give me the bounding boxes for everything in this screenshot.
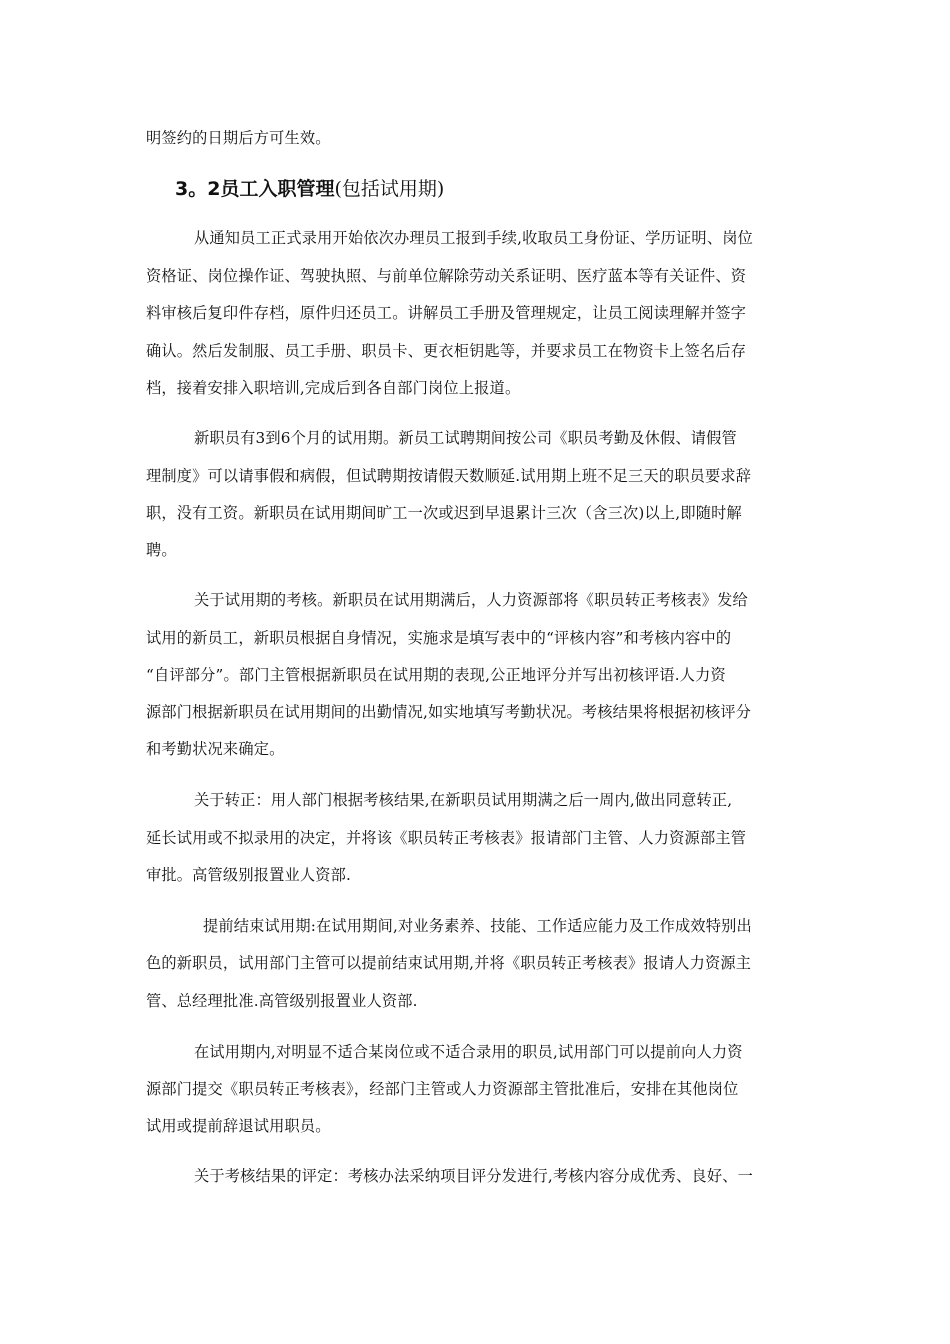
paragraph-line: 聘。 [146, 541, 177, 559]
paragraph-line: 试用或提前辞退试用职员。 [146, 1117, 331, 1135]
section-title: 员工入职管理 [220, 178, 335, 200]
paragraph-line: 新职员有3到6个月的试用期。新员工试聘期间按公司《职员考勤及休假、请假管 [194, 429, 737, 447]
paragraph-line: 从通知员工正式录用开始依次办理员工报到手续,收取员工身份证、学历证明、岗位 [194, 229, 753, 247]
paragraph-line: 提前结束试用期:在试用期间,对业务素养、技能、工作适应能力及工作成效特别出 [203, 917, 752, 935]
paragraph-line: 关于转正：用人部门根据考核结果,在新职员试用期满之后一周内,做出同意转正, [194, 791, 733, 809]
paragraph-line: 档，接着安排入职培训,完成后到各自部门岗位上报道。 [146, 379, 521, 397]
section-number: 3。2 [175, 178, 221, 200]
paragraph-line: 理制度》可以请事假和病假，但试聘期按请假天数顺延.试用期上班不足三天的职员要求辞 [146, 467, 752, 485]
paragraph-line: 确认。然后发制服、员工手册、职员卡、更衣柜钥匙等，并要求员工在物资卡上签名后存 [146, 342, 747, 360]
paragraph-line: 资格证、岗位操作证、驾驶执照、与前单位解除劳动关系证明、医疗蓝本等有关证件、资 [146, 267, 747, 285]
paragraph-line: 审批。高管级别报置业人资部. [146, 866, 352, 884]
paragraph-line: 料审核后复印件存档，原件归还员工。讲解员工手册及管理规定，让员工阅读理解并签字 [146, 304, 747, 322]
paragraph-line: 关于试用期的考核。新职员在试用期满后，人力资源部将《职员转正考核表》发给 [194, 591, 748, 609]
paragraph-line: 源部门根据新职员在试用期间的出勤情况,如实地填写考勤状况。考核结果将根据初核评分 [146, 703, 752, 721]
paragraph-line: 关于考核结果的评定：考核办法采纳项目评分发进行,考核内容分成优秀、良好、一 [194, 1167, 753, 1185]
paragraph-line: 在试用期内,对明显不适合某岗位或不适合录用的职员,试用部门可以提前向人力资 [194, 1043, 743, 1061]
paragraph-line: 源部门提交《职员转正考核表》，经部门主管或人力资源部主管批准后，安排在其他岗位 [146, 1080, 739, 1098]
paragraph-line: 延长试用或不拟录用的决定，并将该《职员转正考核表》报请部门主管、人力资源部主管 [146, 829, 747, 847]
paragraph-line: 和考勤状况来确定。 [146, 740, 285, 758]
paragraph-line: 管、总经理批准.高管级别报置业人资部. [146, 992, 418, 1010]
paragraph-line: 职，没有工资。新职员在试用期间旷工一次或迟到早退累计三次（含三次)以上,即随时解 [146, 504, 742, 522]
section-heading [175, 176, 444, 202]
continuation-line: 明签约的日期后方可生效。 [146, 129, 331, 147]
paragraph-line: 色的新职员，试用部门主管可以提前结束试用期,并将《职员转正考核表》报请人力资源主 [146, 954, 752, 972]
paragraph-line: 试用的新员工，新职员根据自身情况，实施求是填写表中的“评核内容”和考核内容中的 [146, 629, 732, 647]
paragraph-line: “自评部分”。部门主管根据新职员在试用期的表现,公正地评分并写出初核评语.人力资 [146, 666, 726, 684]
section-subtitle: (包括试用期) [334, 178, 445, 200]
